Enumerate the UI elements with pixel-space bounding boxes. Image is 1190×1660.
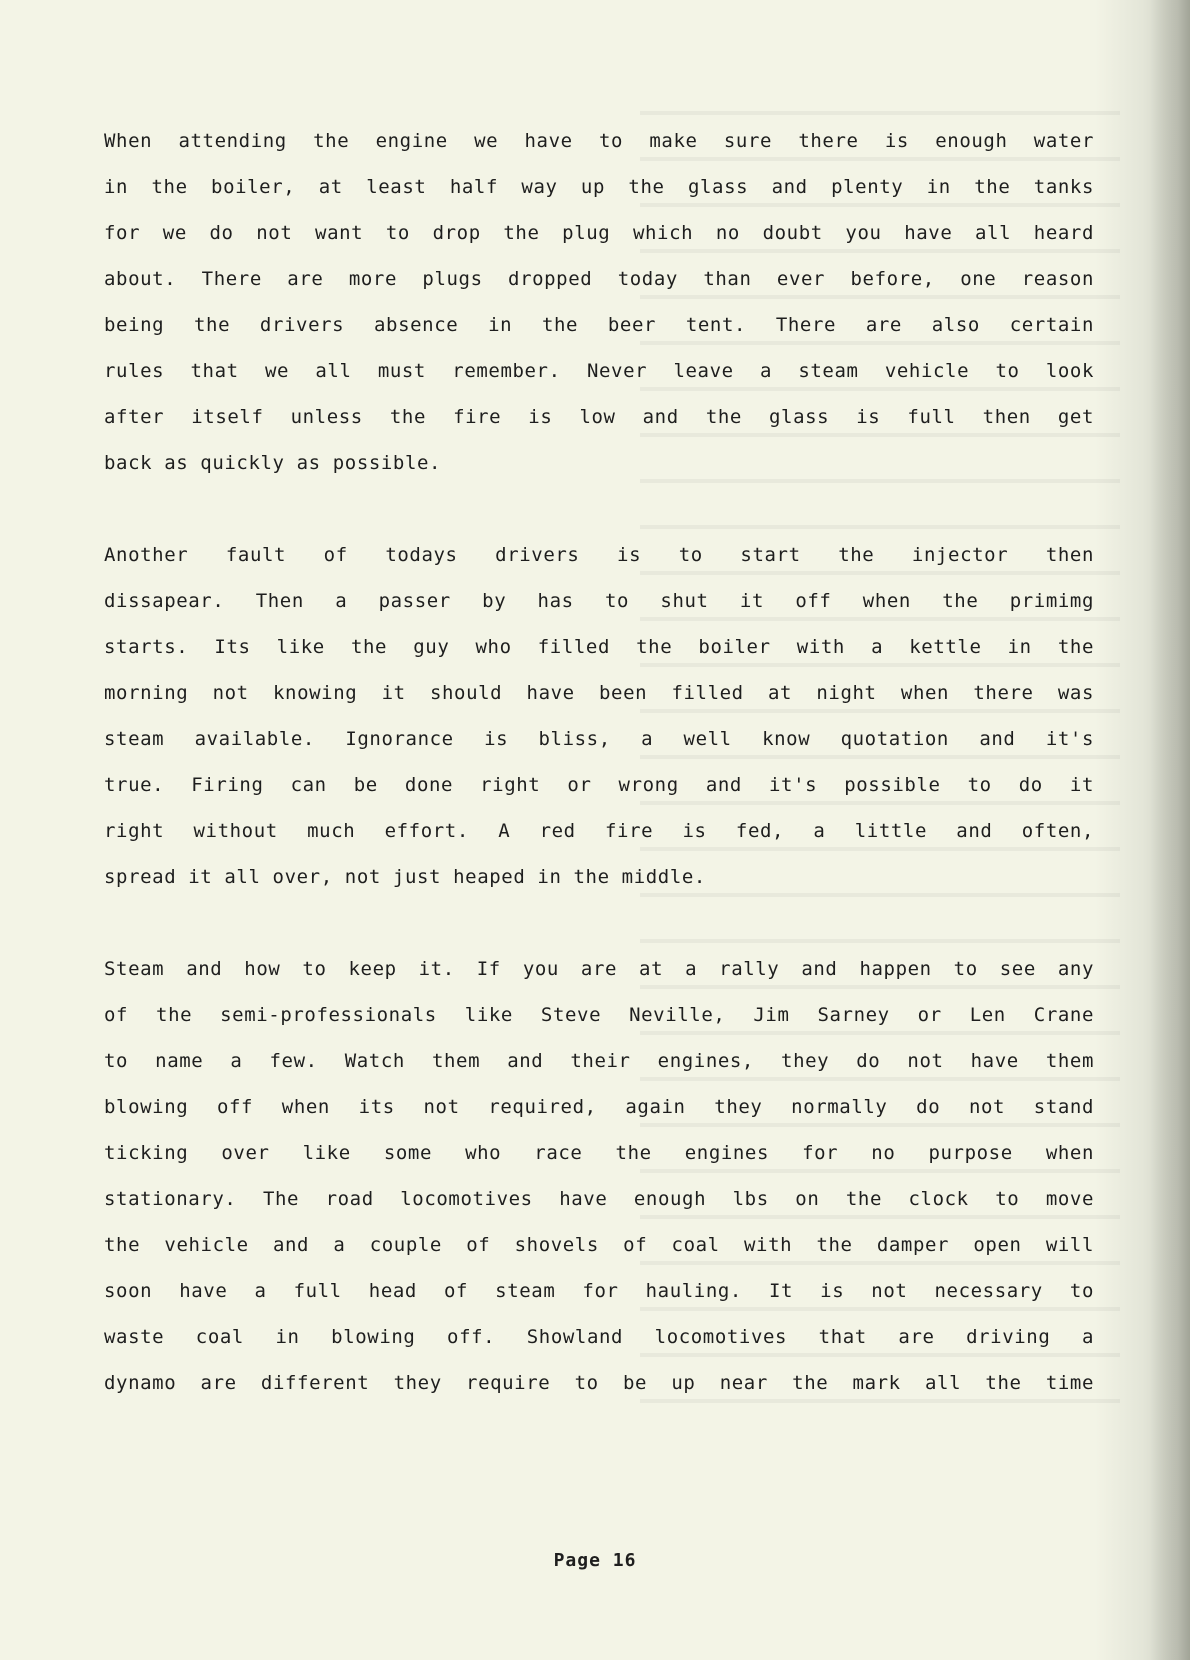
- text-line: soon have a full head of steam for hauling. It is not necessary to: [104, 1280, 1094, 1302]
- text-line: true. Firing can be done right or wrong and it's possible to do it: [104, 774, 1094, 796]
- text-line: dynamo are different they require to be up near the mark all the time: [104, 1372, 1094, 1394]
- text-line: back as quickly as possible.: [104, 452, 442, 474]
- text-line: dissapear. Then a passer by has to shut it off when the primimg: [104, 590, 1094, 612]
- text-line: being the drivers absence in the beer tent. There are also certain: [104, 314, 1094, 336]
- text-line: Another fault of todays drivers is to start the injector then: [104, 544, 1094, 566]
- text-line: steam available. Ignorance is bliss, a well know quotation and it's: [104, 728, 1094, 750]
- text-line: the vehicle and a couple of shovels of coal with the damper open will: [104, 1234, 1094, 1256]
- page-edge-shadow: [1150, 0, 1190, 1660]
- text-line: for we do not want to drop the plug which no doubt you have all heard: [104, 222, 1094, 244]
- text-line: to name a few. Watch them and their engines, they do not have them: [104, 1050, 1094, 1072]
- paragraph-3: [104, 946, 1094, 1406]
- text-line: starts. Its like the guy who filled the boiler with a kettle in the: [104, 636, 1094, 658]
- paragraph-2: [104, 532, 1094, 900]
- text-line: Steam and how to keep it. If you are at a rally and happen to see any: [104, 958, 1094, 980]
- text-line: ticking over like some who race the engines for no purpose when: [104, 1142, 1094, 1164]
- text-line: blowing off when its not required, again they normally do not stand: [104, 1096, 1094, 1118]
- text-line: stationary. The road locomotives have enough lbs on the clock to move: [104, 1188, 1094, 1210]
- paragraph-1: [104, 118, 1094, 486]
- text-line: rules that we all must remember. Never leave a steam vehicle to look: [104, 360, 1094, 382]
- text-line: When attending the engine we have to make sure there is enough water: [104, 130, 1094, 152]
- text-line: morning not knowing it should have been filled at night when there was: [104, 682, 1094, 704]
- text-line: of the semi-professionals like Steve Neville, Jim Sarney or Len Crane: [104, 1004, 1094, 1026]
- text-line: about. There are more plugs dropped today than ever before, one reason: [104, 268, 1094, 290]
- body-text: [104, 118, 1094, 1452]
- text-line: in the boiler, at least half way up the glass and plenty in the tanks: [104, 176, 1094, 198]
- text-line: right without much effort. A red fire is fed, a little and often,: [104, 820, 1094, 842]
- text-line: after itself unless the fire is low and the glass is full then get: [104, 406, 1094, 428]
- page-number: Page 16: [553, 1550, 637, 1571]
- text-line: spread it all over, not just heaped in the middle.: [104, 866, 706, 888]
- text-line: waste coal in blowing off. Showland locomotives that are driving a: [104, 1326, 1094, 1348]
